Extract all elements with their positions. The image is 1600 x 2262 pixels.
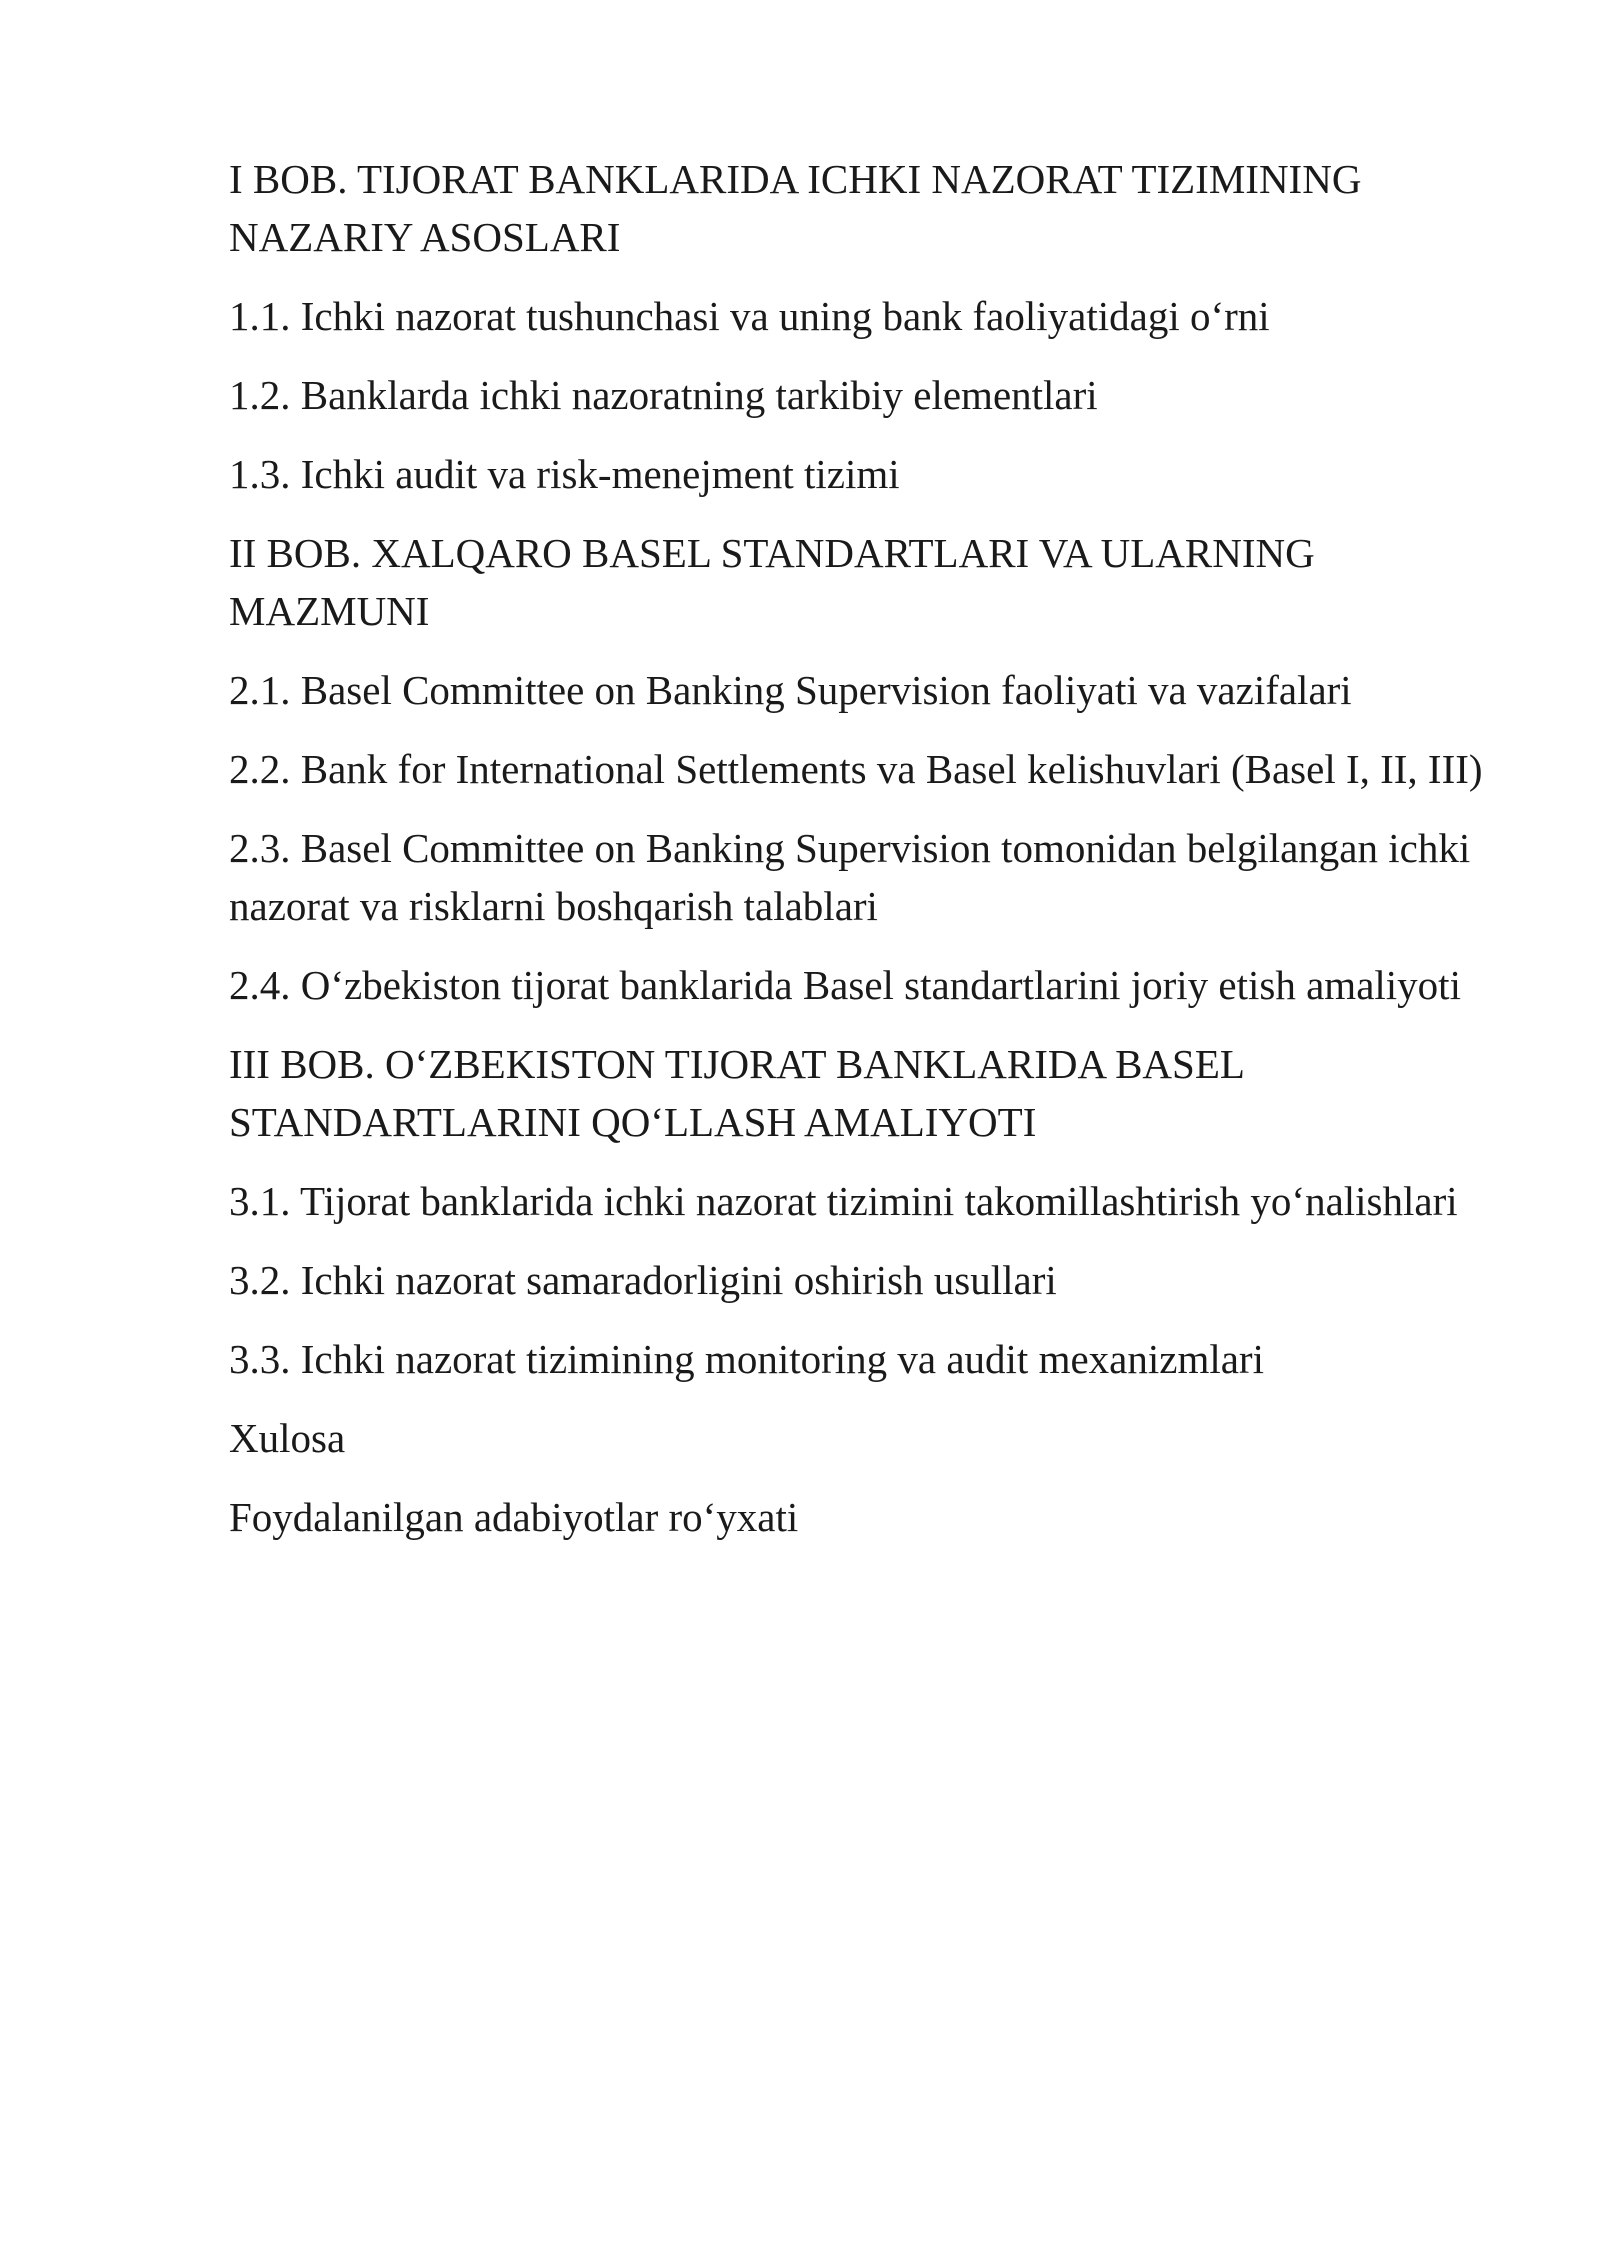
toc-section-2-4: 2.4. O‘zbekiston tijorat banklarida Basel standartlarini joriy etish amaliyoti — [229, 962, 1461, 1008]
toc-references: Foydalanilgan adabiyotlar ro‘yxati — [229, 1494, 799, 1540]
toc-section-1-3: 1.3. Ichki audit va risk-menejment tizimi — [229, 451, 900, 497]
toc-section-2-1: 2.1. Basel Committee on Banking Supervision faoliyati va vazifalari — [229, 667, 1352, 713]
table-of-contents — [229, 150, 1499, 1567]
toc-conclusion: Xulosa — [229, 1415, 346, 1461]
toc-section-1-1: 1.1. Ichki nazorat tushunchasi va uning bank faoliyatidagi o‘rni — [229, 293, 1270, 339]
toc-section-3-2: 3.2. Ichki nazorat samaradorligini oshirish usullari — [229, 1257, 1057, 1303]
toc-chapter-1-heading: I BOB. TIJORAT BANKLARIDA ICHKI NAZORAT TIZIMINING NAZARIY ASOSLARI — [229, 156, 1362, 260]
toc-section-3-1: 3.1. Tijorat banklarida ichki nazorat tizimini takomillashtirish yo‘nalishlari — [229, 1178, 1458, 1224]
toc-section-1-2: 1.2. Banklarda ichki nazoratning tarkibiy elementlari — [229, 372, 1098, 418]
toc-section-2-2: 2.2. Bank for International Settlements va Basel kelishuvlari (Basel I, II, III) — [229, 746, 1483, 792]
toc-section-3-3: 3.3. Ichki nazorat tizimining monitoring va audit mexanizmlari — [229, 1336, 1264, 1382]
toc-chapter-2-heading: II BOB. XALQARO BASEL STANDARTLARI VA ULARNING MAZMUNI — [229, 530, 1315, 634]
toc-chapter-3-heading: III BOB. O‘ZBEKISTON TIJORAT BANKLARIDA BASEL STANDARTLARINI QO‘LLASH AMALIYOTI — [229, 1041, 1244, 1145]
toc-section-2-3: 2.3. Basel Committee on Banking Supervision tomonidan belgilangan ichki nazorat va risklarni boshqarish talablari — [229, 825, 1471, 929]
